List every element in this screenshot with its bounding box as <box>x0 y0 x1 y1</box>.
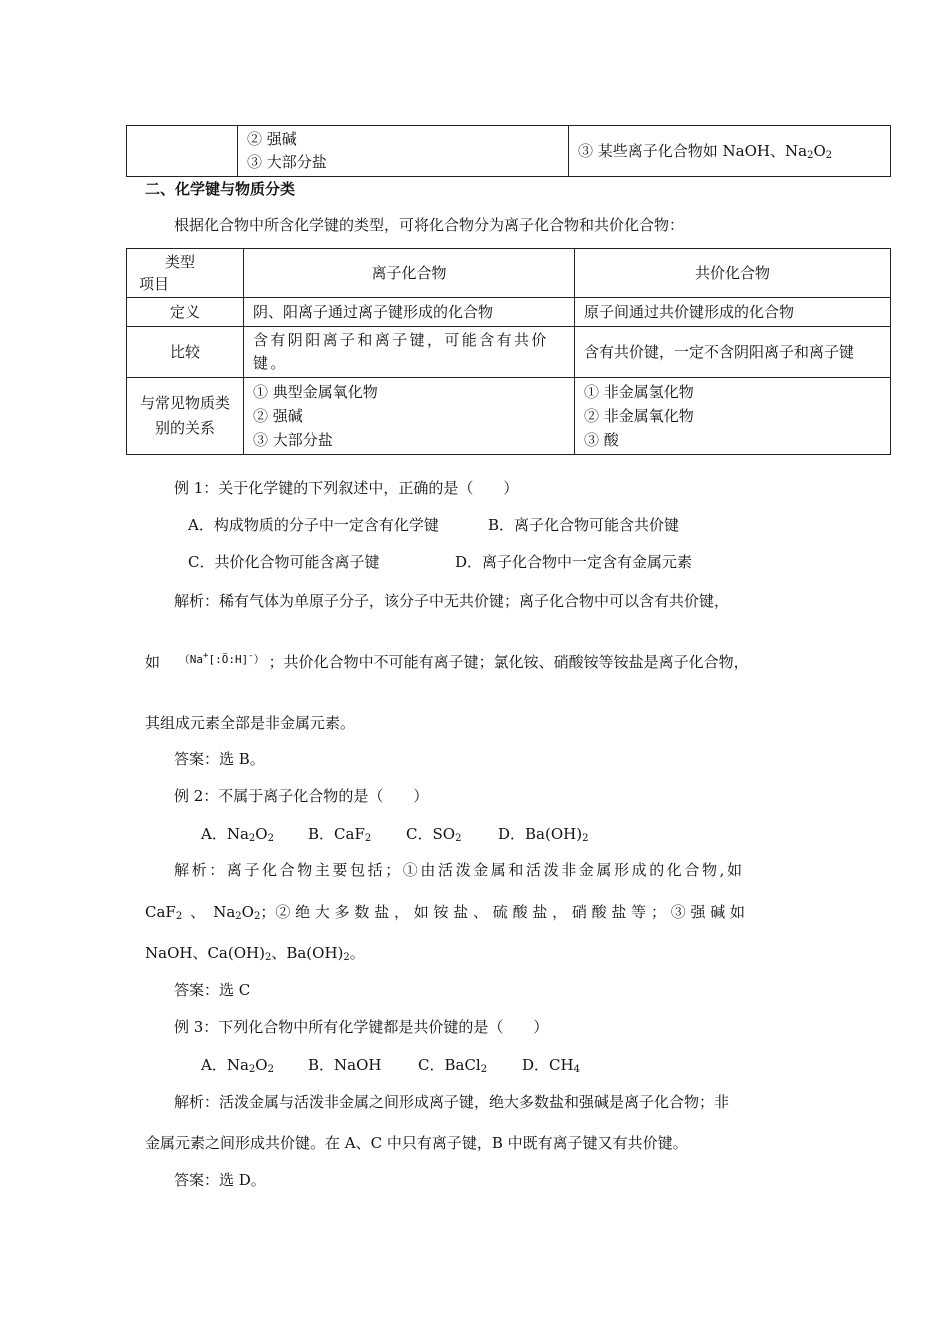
relation-item: ② 强碱 <box>253 407 303 425</box>
relation-item: ③ 酸 <box>584 431 619 449</box>
superscript: + <box>203 651 209 661</box>
example3-option-a <box>201 1055 274 1075</box>
text-fragment: Na <box>213 903 236 921</box>
top-table-col2 <box>238 126 569 177</box>
subscript: 2 <box>253 911 261 922</box>
text-fragment: B．CaF <box>308 825 365 843</box>
example1-question: 例 1：关于化学键的下列叙述中，正确的是（ ） <box>174 479 519 497</box>
example3-analysis-line2: 金属元素之间形成共价键。在 A、C 中只有离子键，B 中既有离子键又有共价键。 <box>145 1134 688 1152</box>
example1-option-c: C．共价化合物可能含离子键 <box>188 553 380 571</box>
subscript: 2 <box>248 833 256 844</box>
text-fragment: [:Ö:H] <box>208 653 249 666</box>
text-fragment: C．SO <box>406 825 456 843</box>
text-fragment: O <box>255 1056 268 1074</box>
subscript: 2 <box>248 1064 256 1075</box>
example2-option-b <box>308 824 371 844</box>
top-table-col2-item: ② 强碱 <box>247 130 297 148</box>
example2-analysis-line3 <box>145 943 365 963</box>
relation-item: ③ 大部分盐 <box>253 431 333 449</box>
text-fragment: （ <box>178 653 190 666</box>
text-fragment: CaF <box>145 903 176 921</box>
subscript: 2 <box>175 911 183 922</box>
example2-answer: 答案：选 C <box>174 981 251 999</box>
subscript: 2 <box>807 150 814 161</box>
subscript: 4 <box>573 1064 580 1075</box>
example1-analysis-line2 <box>145 650 749 672</box>
text-fragment: ③ 某些离子化合物如 NaOH、Na <box>578 142 808 160</box>
superscript: - <box>248 651 254 661</box>
relation-ionic <box>244 378 575 455</box>
classification-table <box>126 248 891 455</box>
example2-option-c <box>406 824 461 844</box>
corner-cell <box>127 249 244 298</box>
example2-analysis-line1: 解析：离子化合物主要包括；①由活泼金属和活泼非金属形成的化合物,如 <box>174 861 745 879</box>
text-fragment: B．NaOH <box>308 1056 382 1074</box>
analysis-prefix: 如 <box>145 653 161 671</box>
definition-covalent: 原子间通过共价键形成的化合物 <box>575 298 891 327</box>
text-fragment: 、 <box>190 903 206 921</box>
text-fragment: O <box>255 825 268 843</box>
text-fragment: O <box>813 142 826 160</box>
example1-option-a: A．构成物质的分子中一定含有化学键 <box>188 516 439 534</box>
example1-analysis-line3: 其组成元素全部是非金属元素。 <box>145 714 356 732</box>
subscript: 2 <box>267 833 274 844</box>
subscript: 2 <box>343 952 350 963</box>
header-covalent: 共价化合物 <box>575 249 891 298</box>
subscript: 2 <box>267 1064 274 1075</box>
text-fragment: A．Na <box>201 825 249 843</box>
relation-covalent <box>575 378 891 455</box>
comparison-ionic: 含有阴阳离子和离子键，可能含有共价键。 <box>244 327 575 378</box>
text-fragment: NaOH、Ca(OH) <box>145 944 265 962</box>
text-fragment: O <box>241 903 254 921</box>
text-fragment: Na <box>189 653 204 666</box>
example2-question: 例 2：不属于离子化合物的是（ ） <box>174 787 429 805</box>
example2-analysis-line2 <box>145 902 745 922</box>
text-fragment: ；② 绝 大 多 数 盐 ， 如 铵 盐 、 硫 酸 盐 ， 硝 酸 盐 等 ； ③ 强 碱 如 <box>260 903 746 921</box>
example1-option-b: B．离子化合物可能含共价键 <box>488 516 680 534</box>
row-label: 定义 <box>127 298 244 327</box>
text-fragment: C．BaCl <box>418 1056 481 1074</box>
section-intro: 根据化合物中所含化学键的类型，可将化合物分为离子化合物和共价化合物： <box>174 216 685 234</box>
example1-analysis-line1: 解析：稀有气体为单原子分子，该分子中无共价键；离子化合物中可以含有共价键， <box>174 592 730 610</box>
subscript: 2 <box>825 150 833 161</box>
top-table-col3 <box>569 126 891 177</box>
text-fragment: A．Na <box>201 1056 249 1074</box>
example2-option-a <box>201 824 274 844</box>
row-label: 与常见物质类别的关系 <box>127 378 244 455</box>
comparison-covalent: 含有共价键，一定不含阴阳离子和离子键 <box>575 327 891 378</box>
subscript: 2 <box>582 833 589 844</box>
example3-analysis-line1: 解析：活泼金属与活泼非金属之间形成离子键，绝大多数盐和强碱是离子化合物；非 <box>174 1093 730 1111</box>
subscript: 2 <box>455 833 462 844</box>
text-fragment: D．Ba(OH) <box>498 825 583 843</box>
relation-item: ① 非金属氢化物 <box>584 383 694 401</box>
text-fragment: 。 <box>349 944 365 962</box>
subscript: 2 <box>235 911 242 922</box>
relation-item: ① 典型金属氧化物 <box>253 383 378 401</box>
example3-question: 例 3：下列化合物中所有化学键都是共价键的是（ ） <box>174 1018 549 1036</box>
section-heading: 二、化学键与物质分类 <box>145 180 296 198</box>
text-fragment: D．CH <box>522 1056 574 1074</box>
analysis-suffix: ；共价化合物中不可能有离子键；氯化铵、硝酸铵等铵盐是离子化合物， <box>268 653 749 671</box>
example3-answer: 答案：选 D。 <box>174 1171 266 1189</box>
text-fragment: ） <box>253 653 265 666</box>
corner-item: 项目 <box>139 275 170 293</box>
relation-item: ② 非金属氧化物 <box>584 407 694 425</box>
subscript: 2 <box>364 833 372 844</box>
row-label: 比较 <box>127 327 244 378</box>
definition-ionic: 阴、阳离子通过离子键形成的化合物 <box>244 298 575 327</box>
example3-option-c <box>418 1055 487 1075</box>
corner-type: 类型 <box>165 253 196 271</box>
example1-answer: 答案：选 B。 <box>174 750 265 768</box>
example2-option-d <box>498 824 588 844</box>
example1-option-d: D．离子化合物中一定含有金属元素 <box>455 553 693 571</box>
subscript: 2 <box>264 952 272 963</box>
top-table-col2-item: ③ 大部分盐 <box>247 153 327 171</box>
lewis-formula <box>179 650 265 670</box>
subscript: 2 <box>480 1064 488 1075</box>
top-table <box>126 125 891 177</box>
example3-option-d <box>522 1055 580 1075</box>
header-ionic: 离子化合物 <box>244 249 575 298</box>
example3-option-b <box>308 1055 381 1075</box>
top-table-empty-cell <box>127 126 238 177</box>
text-fragment: 、Ba(OH) <box>271 944 344 962</box>
